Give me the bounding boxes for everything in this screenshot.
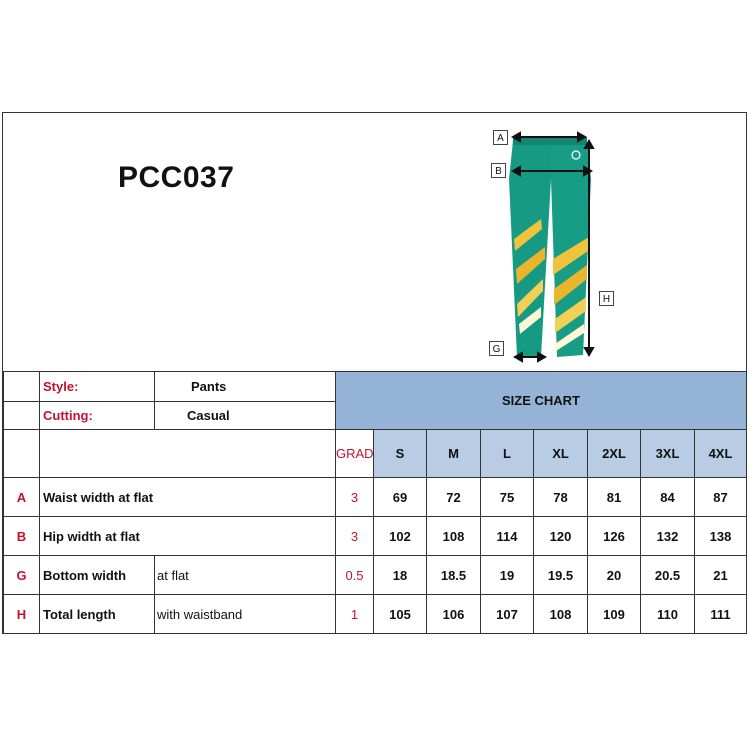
size-value: 69 [374,478,427,517]
size-value: 105 [374,595,427,634]
grad-value: 1 [336,595,374,634]
size-value: 18 [374,556,427,595]
size-table [3,371,747,634]
size-value: 138 [695,517,747,556]
size-header: 3XL [641,430,695,478]
measurement-note: at flat [155,556,336,595]
product-code: PCC037 [118,161,235,194]
measurement-name: Hip width at flat [40,517,336,556]
style-row [4,372,747,402]
table-row [4,595,747,634]
size-value: 78 [534,478,588,517]
size-spec-sheet [2,112,747,634]
size-value: 126 [588,517,641,556]
size-header: 2XL [588,430,641,478]
pants-illustration [421,119,681,369]
size-value: 132 [641,517,695,556]
size-value: 109 [588,595,641,634]
measurement-name: Bottom width [40,556,155,595]
size-header-row [4,430,747,478]
cutting-label: Cutting: [40,402,155,430]
size-header: XL [534,430,588,478]
size-value: 75 [481,478,534,517]
dimension-label-b: B [491,163,506,178]
size-value: 108 [427,517,481,556]
grad-value: 3 [336,517,374,556]
grad-value: 3 [336,478,374,517]
size-value: 19.5 [534,556,588,595]
size-value: 20.5 [641,556,695,595]
measurement-letter: B [4,517,40,556]
grad-header: GRAD [336,430,374,478]
measurement-letter: G [4,556,40,595]
measurement-name: Waist width at flat [40,478,336,517]
size-value: 120 [534,517,588,556]
size-header: 4XL [695,430,747,478]
size-chart-header: SIZE CHART [336,372,747,430]
blank-cell [4,402,40,430]
blank-cell [4,430,40,478]
size-value: 18.5 [427,556,481,595]
dimension-label-h: H [599,291,614,306]
size-value: 108 [534,595,588,634]
grad-value: 0.5 [336,556,374,595]
size-value: 110 [641,595,695,634]
size-value: 84 [641,478,695,517]
size-header: M [427,430,481,478]
size-value: 107 [481,595,534,634]
blank-cell [40,430,336,478]
table-row [4,478,747,517]
size-value: 111 [695,595,747,634]
dimension-label-a: A [493,130,508,145]
size-value: 114 [481,517,534,556]
header-area [3,113,746,371]
table-row [4,517,747,556]
blank-cell [4,372,40,402]
size-value: 72 [427,478,481,517]
table-row [4,556,747,595]
measurement-letter: A [4,478,40,517]
size-value: 102 [374,517,427,556]
measurement-note: with waistband [155,595,336,634]
size-header: S [374,430,427,478]
pants-diagram [421,119,681,369]
size-value: 81 [588,478,641,517]
cutting-value: Casual [155,402,336,430]
size-value: 19 [481,556,534,595]
size-value: 87 [695,478,747,517]
size-value: 106 [427,595,481,634]
style-value: Pants [155,372,336,402]
dimension-label-g: G [489,341,504,356]
style-label: Style: [40,372,155,402]
measurement-name: Total length [40,595,155,634]
measurement-letter: H [4,595,40,634]
size-value: 21 [695,556,747,595]
size-header: L [481,430,534,478]
size-value: 20 [588,556,641,595]
